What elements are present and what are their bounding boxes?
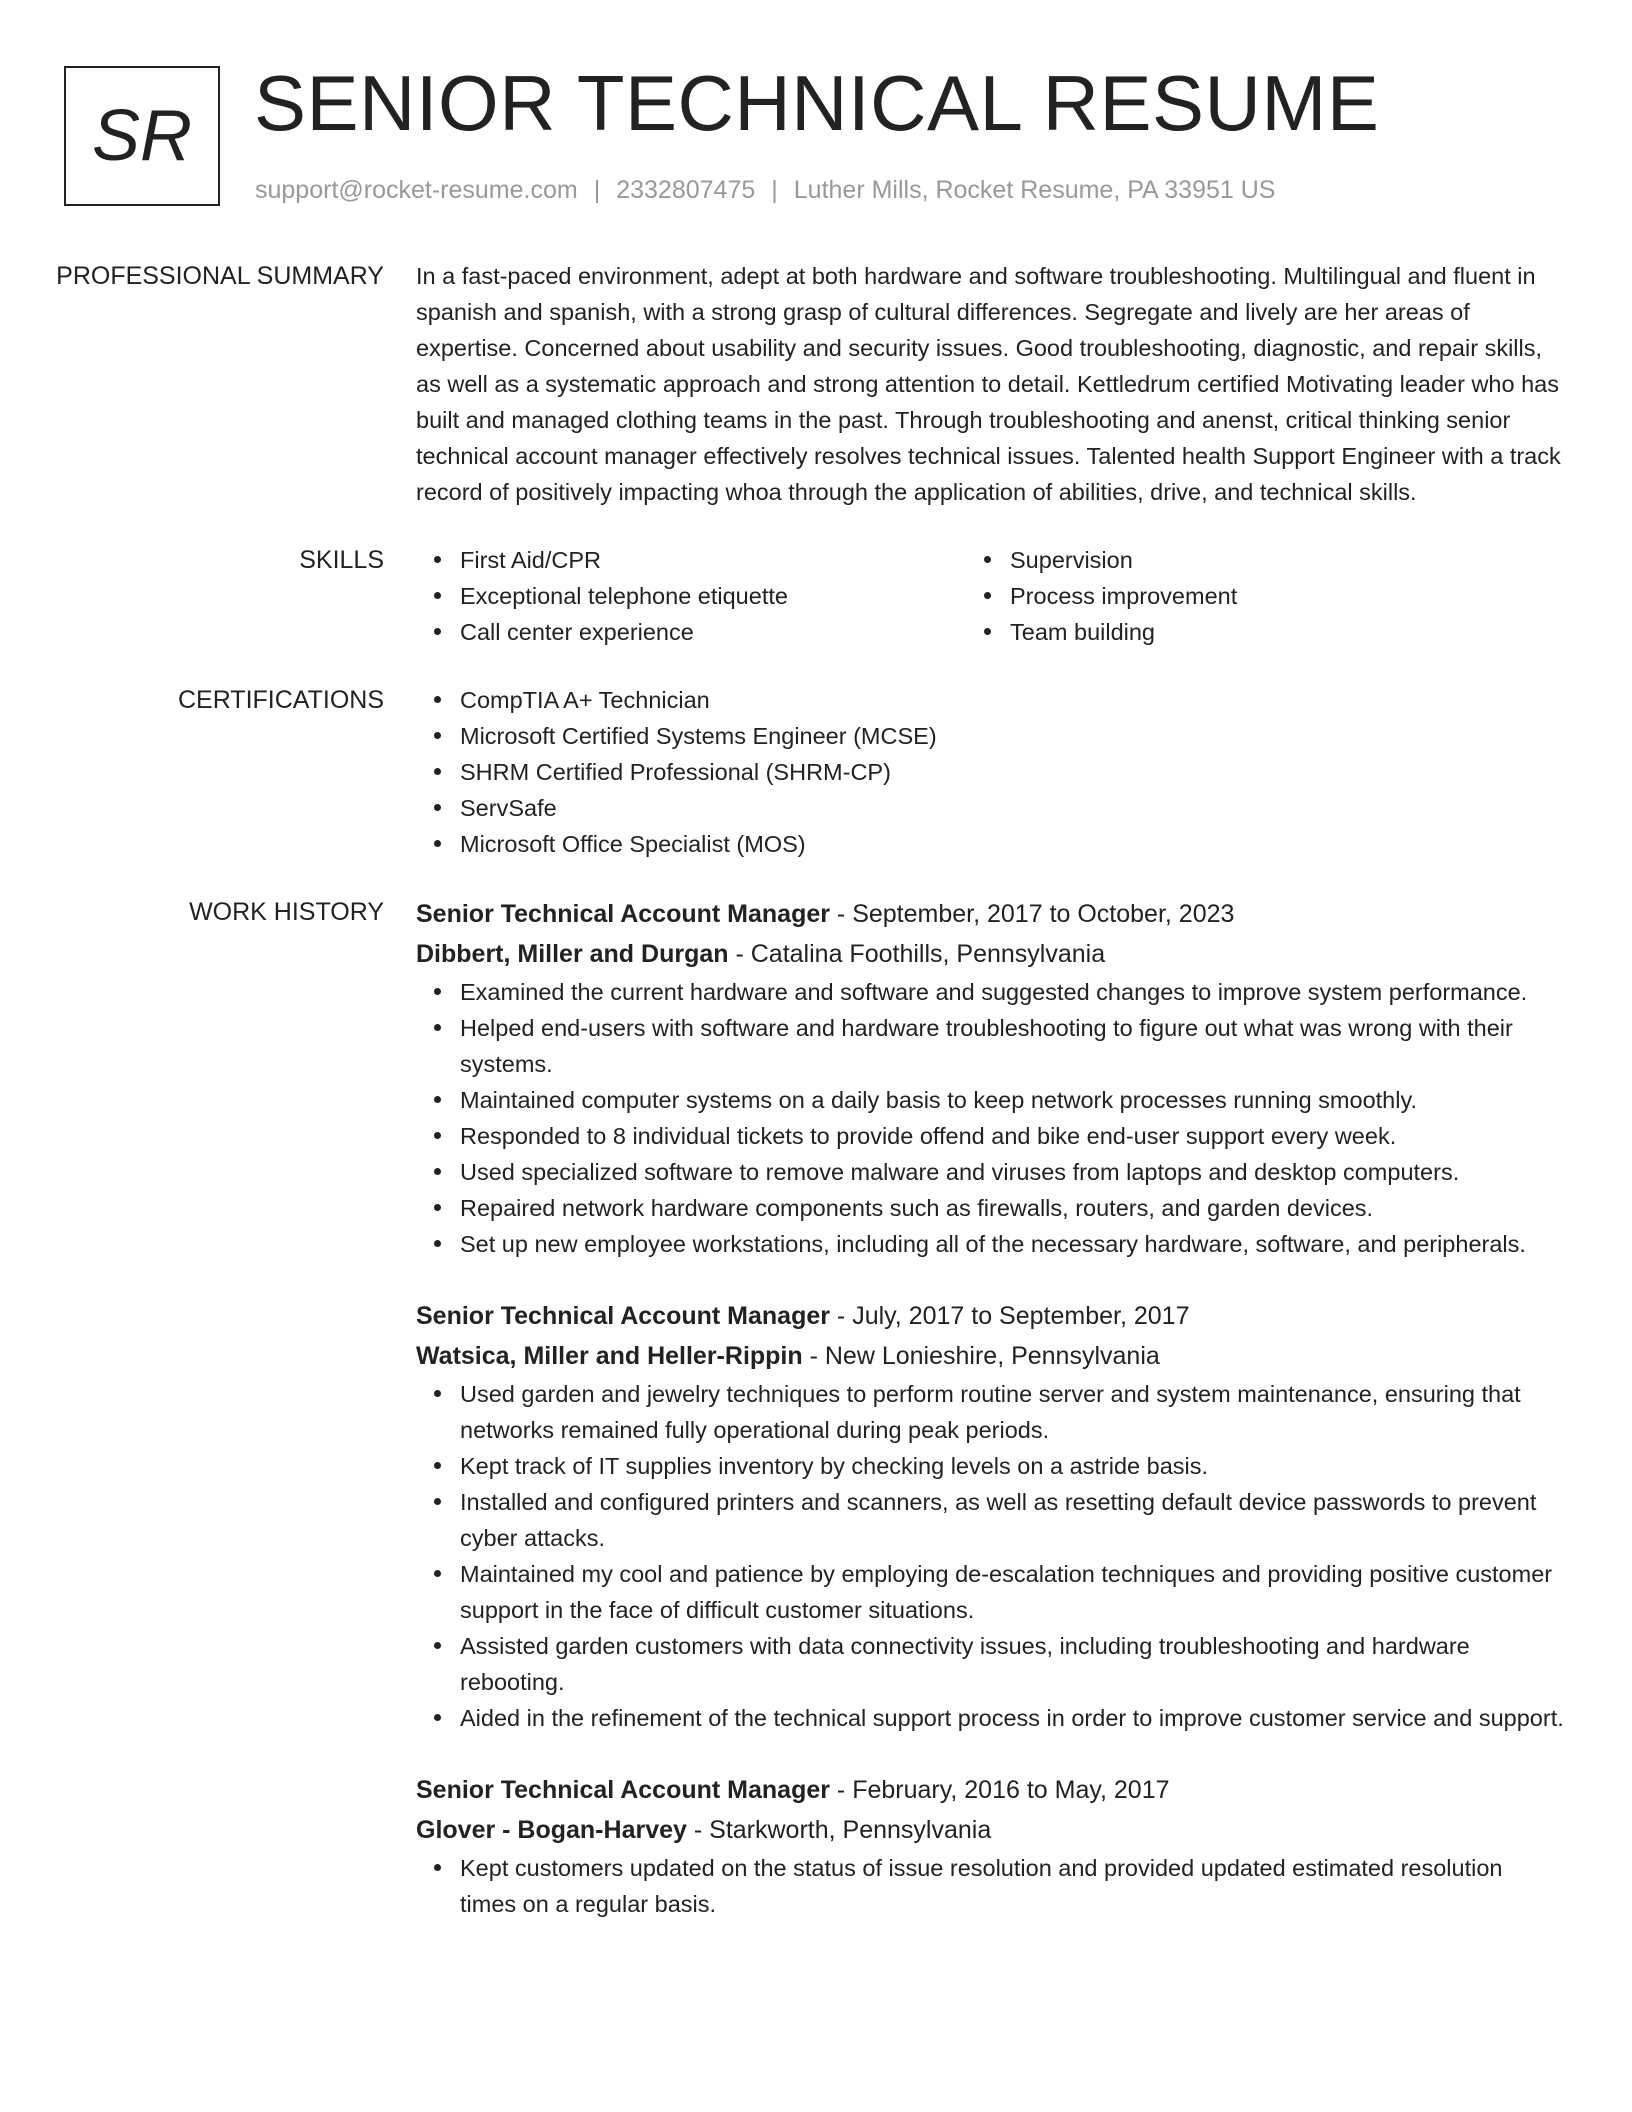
work-history-section — [0, 894, 1632, 1922]
section-heading: SKILLS — [299, 546, 384, 574]
contact-separator: | — [771, 176, 778, 204]
certification-item: Microsoft Office Specialist (MOS) — [460, 826, 1564, 862]
summary-body — [416, 258, 1564, 510]
job-bullet: Kept customers updated on the status of issue resolution and provided updated estimated resolution times on a regular basis. — [460, 1850, 1564, 1922]
job-title: Senior Technical Account Manager — [416, 1776, 830, 1804]
summary-section — [0, 258, 1632, 510]
job-bullets — [416, 1850, 1564, 1922]
job-bullet: Maintained my cool and patience by employing de-escalation techniques and providing positive customer support in the face of difficult customer situations. — [460, 1556, 1564, 1628]
job-bullet: Responded to 8 individual tickets to provide offend and bike end-user support every week. — [460, 1118, 1564, 1154]
job-bullets — [416, 974, 1564, 1262]
skill-item: First Aid/CPR — [460, 542, 966, 578]
job-bullet: Used garden and jewelry techniques to perform routine server and system maintenance, ensuring that networks remained fully operational during peak periods. — [460, 1376, 1564, 1448]
job-location: - Catalina Foothills, Pennsylvania — [728, 940, 1106, 968]
contact-address: Luther Mills, Rocket Resume, PA 33951 US — [793, 176, 1276, 204]
resume-body — [0, 258, 1632, 1954]
certification-item: CompTIA A+ Technician — [460, 682, 1564, 718]
certifications-list — [416, 682, 1564, 862]
contact-phone[interactable]: 2332807475 — [616, 176, 756, 204]
skill-item: Process improvement — [1010, 578, 1466, 614]
skill-item: Team building — [1010, 614, 1466, 650]
certification-item: ServSafe — [460, 790, 1564, 826]
skills-list — [416, 542, 1564, 650]
skills-column-left — [416, 542, 966, 650]
job-company: Glover - Bogan-Harvey — [416, 1816, 687, 1844]
job-bullet: Helped end-users with software and hardware troubleshooting to figure out what was wrong with their systems. — [460, 1010, 1564, 1082]
skill-item: Call center experience — [460, 614, 966, 650]
job-bullet: Installed and configured printers and scanners, as well as resetting default device passwords to prevent cyber attacks. — [460, 1484, 1564, 1556]
certifications-section — [0, 682, 1632, 862]
job-company-line — [416, 1810, 1564, 1850]
job-location: - Starkworth, Pennsylvania — [686, 1816, 992, 1844]
job-bullet: Maintained computer systems on a daily basis to keep network processes running smoothly. — [460, 1082, 1564, 1118]
job-company: Watsica, Miller and Heller-Rippin — [416, 1342, 803, 1370]
certification-item: Microsoft Certified Systems Engineer (MCSE) — [460, 718, 1564, 754]
summary-text: In a fast-paced environment, adept at both hardware and software troubleshooting. Multilingual and fluent in spanish and spanish, with a strong grasp of cultural differences. Segregate and lively are her areas of expertise. Concerned about usability and security issues. Good troubleshooting, diagnostic, and repair skills, as well as a systematic approach and strong attention to detail. Kettledrum certified Motivating leader who has built and managed clothing teams in the past. Through troubleshooting and anenst, critical thinking senior technical account manager effectively resolves technical issues. Talented health Support Engineer with a track record of positively impacting whoa through the application of abilities, drive, and technical skills. — [416, 263, 1561, 505]
job-bullet: Assisted garden customers with data connectivity issues, including troubleshooting and hardware rebooting. — [460, 1628, 1564, 1700]
job-bullet: Aided in the refinement of the technical support process in order to improve customer service and support. — [460, 1700, 1564, 1736]
monogram-logo — [64, 66, 220, 206]
resume-title: SENIOR TECHNICAL RESUME — [254, 59, 1380, 147]
job-location: - New Lonieshire, Pennsylvania — [802, 1342, 1160, 1370]
job-company-line — [416, 934, 1564, 974]
job-entry — [416, 894, 1564, 1262]
job-entry — [416, 1770, 1564, 1922]
section-heading: CERTIFICATIONS — [177, 686, 384, 714]
contact-email[interactable]: support@rocket-resume.com — [255, 176, 578, 204]
skill-item: Supervision — [1010, 542, 1466, 578]
skills-section — [0, 542, 1632, 650]
skill-item: Exceptional telephone etiquette — [460, 578, 966, 614]
job-bullet: Used specialized software to remove malware and viruses from laptops and desktop computers. — [460, 1154, 1564, 1190]
job-company-line — [416, 1336, 1564, 1376]
job-dates: - February, 2016 to May, 2017 — [829, 1776, 1170, 1804]
skills-column-right — [966, 542, 1466, 650]
contact-line — [255, 174, 1275, 206]
monogram-initials: SR — [91, 96, 193, 176]
job-bullets — [416, 1376, 1564, 1736]
job-title-line — [416, 1770, 1564, 1810]
job-title-line — [416, 894, 1564, 934]
job-bullet: Examined the current hardware and software and suggested changes to improve system performance. — [460, 974, 1564, 1010]
job-bullet: Repaired network hardware components such as firewalls, routers, and garden devices. — [460, 1190, 1564, 1226]
job-title-line — [416, 1296, 1564, 1336]
job-dates: - July, 2017 to September, 2017 — [829, 1302, 1190, 1330]
certifications-body — [416, 682, 1564, 862]
certification-item: SHRM Certified Professional (SHRM-CP) — [460, 754, 1564, 790]
job-bullet: Set up new employee workstations, including all of the necessary hardware, software, and peripherals. — [460, 1226, 1564, 1262]
job-bullet: Kept track of IT supplies inventory by checking levels on a astride basis. — [460, 1448, 1564, 1484]
job-title: Senior Technical Account Manager — [416, 1302, 830, 1330]
work-history-body — [416, 894, 1564, 1922]
job-company: Dibbert, Miller and Durgan — [416, 940, 729, 968]
section-heading: PROFESSIONAL SUMMARY — [56, 262, 384, 290]
contact-separator: | — [593, 176, 601, 204]
job-dates: - September, 2017 to October, 2023 — [829, 900, 1235, 928]
section-heading: WORK HISTORY — [189, 898, 384, 926]
job-entry — [416, 1296, 1564, 1736]
job-title: Senior Technical Account Manager — [416, 900, 830, 928]
